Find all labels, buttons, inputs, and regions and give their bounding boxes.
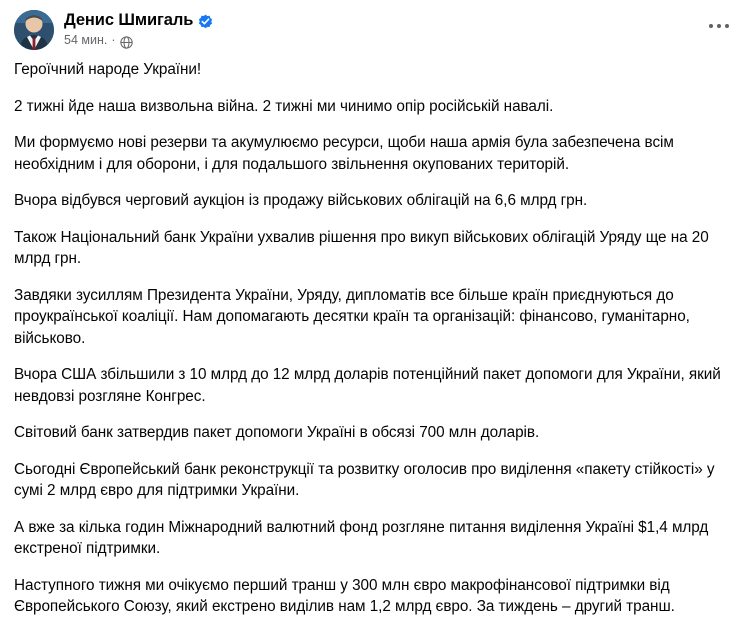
verified-badge-icon (198, 14, 213, 29)
post-paragraph: Героїчний народе України! (14, 61, 202, 78)
post-paragraph: Вчора відбувся черговий аукціон із продажу військових облігацій на 6,6 млрд грн. (14, 192, 588, 209)
post-text (0, 50, 749, 618)
post-paragraph: Світовий банк затвердив пакет допомоги Україні в обсязі 700 млн доларів. (14, 424, 540, 441)
author-name-row (64, 11, 213, 30)
post-paragraph: А вже за кілька годин Міжнародний валютний фонд розгляне питання виділення Україні $1,4 млрд екстреної підтримки. (14, 518, 709, 557)
dot (709, 24, 714, 29)
post-paragraph: Наступного тижня ми очікуємо перший транш у 300 млн євро макрофінансової підтримки від Європейського Союзу, який екстрено виділив нам 1,2 млрд євро. За тиждень – другий транш. (14, 576, 675, 615)
post-author-block (64, 10, 213, 48)
dot (725, 24, 730, 29)
avatar-image (14, 10, 54, 50)
post-timestamp[interactable]: 54 мин. (64, 33, 108, 47)
post-paragraph: Завдяки зусиллям Президента України, Уряду, дипломатів все більше країн приєднуються до проукраїнської коаліції. Нам допомагають десятки країн та організацій: фінансово, гуманітарно, військово. (14, 286, 690, 347)
post-paragraph: Сьогодні Європейський банк реконструкції та розвитку оголосив про виділення «пакету стійкості» у сумі 2 млрд євро для підтримки України. (14, 460, 715, 499)
author-name[interactable]: Денис Шмигаль (64, 11, 194, 29)
post-paragraph: 2 тижні йде наша визвольна війна. 2 тижні ми чинимо опір російській навалі. (14, 97, 554, 115)
globe-icon[interactable] (120, 36, 133, 49)
more-options-icon[interactable] (705, 18, 733, 34)
post-paragraph: Вчора США збільшили з 10 млрд до 12 млрд доларів потенційний пакет допомоги для України, який невдовзі розгляне Конгрес. (14, 366, 721, 405)
post-paragraph: Також Національний банк України ухвалив рішення про викуп військових облігацій Уряду ще на 20 млрд грн. (14, 228, 709, 267)
meta-separator: · (111, 33, 116, 47)
post-paragraph: Ми формуємо нові резерви та акумулюємо ресурси, щоби наша армія була забезпечена всім необхідним і для оборони, і для подальшого звільнення окупованих територій. (14, 134, 674, 173)
post-meta (64, 32, 213, 48)
avatar[interactable] (14, 10, 54, 50)
dot (717, 24, 722, 29)
post-header (0, 0, 749, 50)
